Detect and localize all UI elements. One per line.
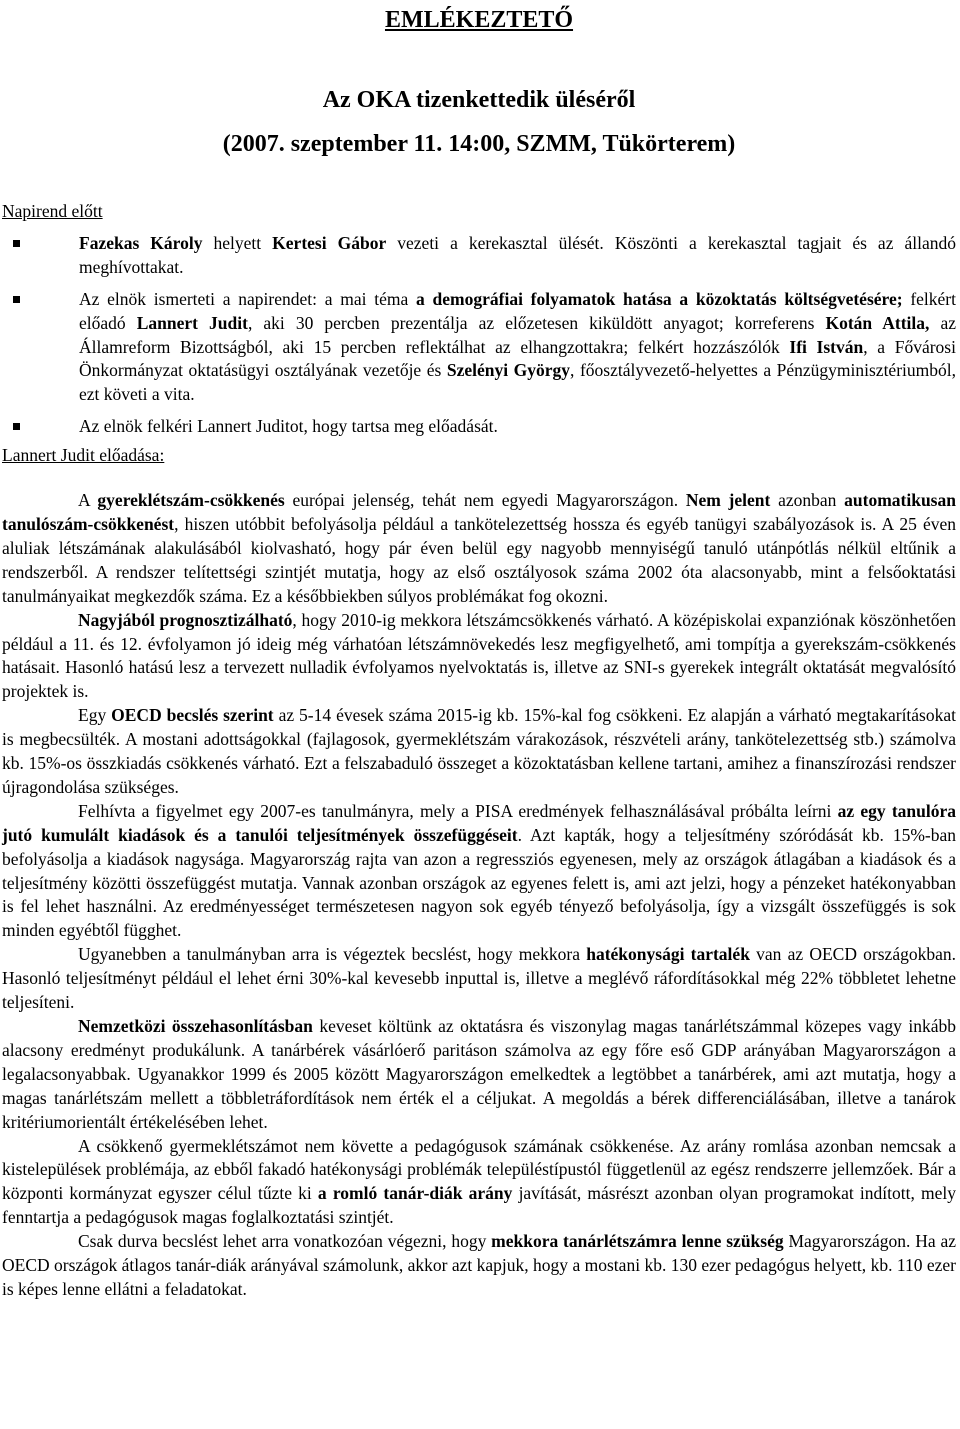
text-run: . Azt kapták, hogy a teljesítmény szóródását kb. 15%-ban befolyásolja a kiadások nagysága. Magyarország rajta van azon a regressziós egyenesen, mely az országok átlagában a kiadások és a teljesítmény közötti összefüggést mutatja. Vannak azonban országok az egyenes felett is, ami azt jelzi, hogy a pénzeket hatékonyabban is fel lehet használni. Az eredményességet természetesen nagyon sok egyéb tényező befolyásolja, így a vizsgált összefüggés is sok minden egyébtől függhet. [2, 824, 956, 941]
text-run: , aki 30 percben prezentálja az előzetesen kiküldött anyagot; korreferens [247, 312, 826, 333]
section-heading-napirend: Napirend előtt [2, 201, 103, 221]
bold-phrase: Nem jelent [685, 490, 771, 511]
bold-phrase: gyereklétszám-csökkenés [97, 490, 285, 511]
text-run: keveset költünk az oktatásra és viszonylag magas tanárlétszámmal közepes vagy inkább alacsony eredményt produkálunk. A tanárbérek vásárlóerő paritáson számolva az egy főre eső GDP arányában Magyarországon a legalacsonyabbak. Ugyanakkor 1999 és 2005 között Magyarországon emelkedtek a legtöbbet a tanárbérek, ami azt mutatja, hogy a magas tanárlétszám mellett a többletráfordítások nem érték el a céljukat. A megoldás a bérek differenciálásában, illetve a tanárok kritériumorientált értékelésében lehet. [2, 1016, 956, 1132]
text-run: Felhívta a figyelmet egy 2007-es tanulmányra, mely a PISA eredmények felhasználásával próbálta leírni [78, 800, 838, 821]
bold-name: Kotán Attila, [825, 312, 930, 333]
bold-topic: a demográfiai folyamatok hatása a közoktatás költségvetésére; [416, 288, 903, 309]
document-title: EMLÉKEZTETŐ [384, 7, 574, 33]
text-run: , hiszen utóbbit befolyásolja például a tankötelezettség hossza és egyéb tanügyi szabályozások is. A 25 éven aluliak létszámának alakulásából kiolvasható, hogy pár éven belül egy nagyobb mennyiségű tanuló utánpótlás nélkül eltűnik a rendszerből. A rendszer telítettségi szintjét mutatja, hogy az első osztályosok száma 2002 óta alacsonyabb, mint a felsőoktatási tanulmányaikat megkezdők száma. Ez a későbbiekben súlyos problémákat fog okozni. [2, 513, 956, 606]
text-run: helyett [202, 232, 273, 253]
section-heading-lannert: Lannert Judit előadása: [2, 445, 165, 466]
text-run: európai jelenség, tehát nem egyedi Magyarországon. [284, 490, 686, 511]
bold-name: Szelényi György [446, 360, 571, 381]
paragraph [2, 1135, 956, 1231]
text-run: A csökkenő gyermeklétszámot nem követte a pedagógusok számának csökkenése. Az arány romlása azonban nemcsak a kistelepülések problémája, az ebből fakadó hatékonysági problémák településtípustól függetlenül az egész rendszerre jellemzőek. Bár a központi kormányzat egyszer célul tűzte ki [2, 1135, 956, 1204]
text-run: javítását, másrészt azonban olyan programokat indított, mely fenntartja a pedagógusok magas foglalkoztatási szintjét. [2, 1183, 957, 1228]
text-run: , hogy 2010-ig mekkora létszámcsökkenés várható. A középiskolai expanziónak köszönhetően például a 11. és 12. évfolyamon jó ideig még várhatóan létszámnövekedés lesz megfigyelhető, ami tompítja a gyerekszám-csökkenés hatásait. Hasonló hatású lesz a tervezett nulladik évfolyamos nyelvoktatás is, illetve az SNI-s gyerekek integrált oktatását megvalósító projektek is. [2, 609, 957, 702]
presentation-body [2, 489, 956, 1302]
text-run: vezeti a kerekasztal ülését. Köszönti a kerekasztal tagjait és az állandó meghívottakat. [79, 232, 957, 277]
text-run: , a Fővárosi Önkormányzat oktatásügyi osztályának vezetője és [79, 336, 956, 381]
agenda-bullet-list [2, 232, 956, 439]
text-run: Az elnök ismerteti a napirendet: a mai téma [79, 288, 417, 309]
bold-phrase: Nagyjából prognosztizálható [78, 609, 293, 630]
meeting-date-location: (2007. szeptember 11. 14:00, SZMM, Tükörterem) [222, 131, 736, 157]
text-run: Ugyanebben a tanulmányban arra is végeztek becslést, hogy mekkora [78, 944, 587, 965]
text-run: felkért előadó [79, 288, 956, 333]
bold-phrase: automatikusan tanulószám-csökkenést [2, 490, 956, 534]
paragraph [2, 609, 956, 705]
text-run: A [78, 490, 98, 511]
text-run: azonban [770, 490, 845, 511]
paragraph [2, 800, 956, 943]
paragraph [2, 489, 956, 609]
text-run: az 5-14 évesek száma 2015-ig kb. 15%-kal fog csökkeni. Ez alapján a várható megtakarításokat is megbecsülték. A mostani adottságokkal (fajlagosok, gyermeklétszám várakozások, részvételi arány, tankötelezettség stb.) számolva kb. 15%-os összkiadás csökkenés várható. Ezt a felszabaduló összeget a közoktatásban kellene tartani, amihez a finanszírozási rendszer újragondolása szükséges. [2, 705, 956, 797]
bold-phrase: Nemzetközi összehasonlításban [78, 1016, 313, 1036]
text-run: , főosztályvezető-helyettes a Pénzügyminisztériumból, ezt követi a vita. [79, 360, 956, 405]
square-bullet-icon [13, 240, 20, 247]
meeting-subtitle: Az OKA tizenkettedik üléséről [322, 87, 636, 113]
bold-phrase: hatékonysági tartalék [586, 944, 750, 965]
paragraph [2, 704, 956, 800]
text-run: az Államreform Bizottságból, aki 15 percben reflektálhat az elhangzottakra; felkért hozzászólók [79, 312, 957, 357]
paragraph [2, 943, 956, 1015]
text-run: Egy [78, 705, 112, 726]
text-run: van az OECD országokban. Hasonló teljesítményt például el lehet érni 30%-kal kevesebb inputtal is, illetve a meglévő ráfordításokkal még 22% többletet lehetne teljesíteni. [2, 944, 956, 1013]
text-run: Magyarországon. Ha az OECD országok átlagos tanár-diák arányával számolunk, akkor azt kapjuk, hogy a mostani kb. 130 ezer pedagógus helyett, kb. 110 ezer is képes lenne ellátni a feladatokat. [2, 1231, 956, 1299]
bold-name: Lannert Judit [136, 312, 248, 333]
bold-phrase: az egy tanulóra jutó kumulált kiadások és a tanulói teljesítmények összefüggéseit [2, 800, 956, 845]
text-run: Csak durva becslést lehet arra vonatkozóan végezni, hogy [78, 1231, 492, 1252]
paragraph [2, 1015, 956, 1135]
bold-name: Fazekas Károly [79, 232, 203, 253]
square-bullet-icon [13, 296, 20, 303]
bullet-item [2, 415, 956, 439]
bold-name: Kertesi Gábor [272, 232, 387, 253]
bullet-item [2, 232, 956, 280]
bold-name: Ifi István [789, 336, 864, 357]
text-run: Az elnök felkéri Lannert Juditot, hogy tartsa meg előadását. [79, 416, 498, 437]
bold-phrase: mekkora tanárlétszámra lenne szükség [491, 1231, 784, 1252]
bold-phrase: OECD becslés szerint [111, 705, 274, 726]
bold-phrase: a romló tanár-diák arány [317, 1183, 513, 1204]
bullet-item [2, 288, 956, 408]
paragraph [2, 1230, 956, 1302]
square-bullet-icon [13, 423, 20, 430]
